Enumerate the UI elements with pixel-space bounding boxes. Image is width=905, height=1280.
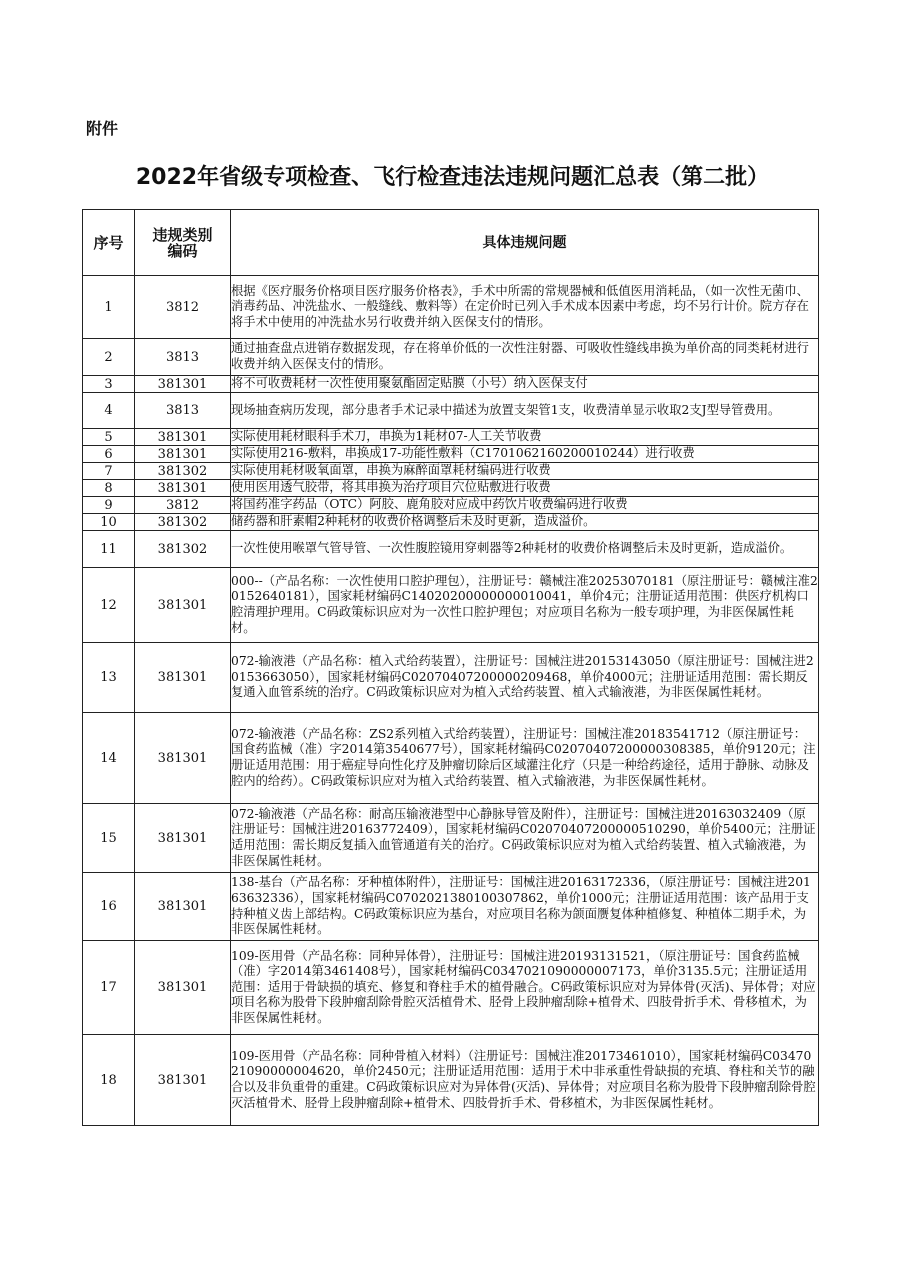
row-violation-code: 381301 [135,873,231,941]
row-issue-text: 072-输液港（产品名称：植入式给药装置），注册证号：国械注进20153143050（原注册证号：国械注进20153663050），国家耗材编码C02070407200000209468，单价4000元；注册证适用范围：需长期反复通入血管系统的治疗。C码政策标识应对为植入式给药装置、植入式输液港，为非医保属性耗材。 [231,654,814,700]
row-serial-number: 6 [83,446,135,463]
row-issue-text: 072-输液港（产品名称：耐高压输液港型中心静脉导管及附件），注册证号：国械注进20163032409（原注册证号：国械注进20163772409），国家耗材编码C02070407200000510290，单价5400元；注册证适用范围：需长期反复插入血管通道有关的治疗。C码政策标识应对为植入式给药装置、植入式输液港，为非医保属性耗材。 [231,806,816,868]
violations-table [82,209,819,1126]
row-issue-cell [231,339,819,376]
attachment-label: 附件 [86,119,119,138]
row-issue-cell [231,393,819,429]
table-row [83,1035,819,1126]
row-issue-cell [231,1035,819,1126]
row-issue-cell [231,643,819,713]
row-violation-code: 381301 [135,480,231,497]
row-serial-number: 2 [83,339,135,376]
row-issue-text: 实际使用216-敷料，串换成17-功能性敷料（C170106216020001024​4）进行收费 [231,446,695,461]
row-issue-cell [231,941,819,1035]
row-violation-code: 381301 [135,446,231,463]
row-issue-cell [231,873,819,941]
row-issue-cell [231,531,819,568]
row-serial-number: 8 [83,480,135,497]
row-issue-text: 将不可收费耗材一次性使用聚氨酯固定贴膜（小号）纳入医保支付 [231,376,588,391]
row-issue-cell [231,429,819,446]
row-violation-code: 381301 [135,941,231,1035]
row-violation-code: 3812 [135,497,231,514]
row-issue-text: 138-基台（产品名称：牙种植体附件），注册证号：国械注进20163172336，（原注册证号：国械注进20163632336），国家耗材编码C07020213801003078​62，单价1000元；注册证适用范围：该产品用于支持种植义齿上部结构。C码政策标识应为基台，对应项目名称为颌面赝复体种植修复、种植体二期手术，为非医保属性耗材。 [231,875,811,937]
header-violation-code-line1: 违规类别 [152,225,213,244]
table-row [83,804,819,873]
row-violation-code: 381302 [135,463,231,480]
row-violation-code: 381301 [135,568,231,643]
table-row [83,514,819,531]
row-issue-text: 072-输液港（产品名称：ZS2系列植入式给药装置），注册证号：国械注准20183541712（原注册证号：国食药监械（准）字2014第3540677号），国家耗材编码C02070407200000308385，单价9120元；注册证适用范围：用于癌症导向性化疗及肿瘤切除后区域灌注化疗（只是一种给药途径，适用于静脉、动脉及腔内的给药）。C码政策标识应对为植入式给药装置、植入式输液港，为非医保属性耗材。 [231,726,816,788]
header-specific-issue: 具体违规问题 [231,210,819,276]
row-violation-code: 381301 [135,1035,231,1126]
row-issue-text: 通过抽查盘点进销存数据发现，存在将单价低的一次性注射器、可吸收性缝线串换为单价高的同类耗材进行收费并纳入医保支付的情形。 [231,341,809,371]
row-issue-text: 将国药准字药品（OTC）阿胶、鹿角胶对应成中药饮片收费编码进行收费 [231,497,628,512]
row-issue-cell [231,497,819,514]
row-issue-cell [231,804,819,873]
table-row [83,429,819,446]
row-serial-number: 5 [83,429,135,446]
table-row [83,393,819,429]
table-row [83,643,819,713]
table-header-row [83,210,819,276]
table-row [83,713,819,804]
table-row [83,497,819,514]
row-violation-code: 381301 [135,376,231,393]
header-violation-code [135,210,231,276]
row-issue-cell [231,713,819,804]
row-violation-code: 381302 [135,531,231,568]
row-violation-code: 3812 [135,276,231,339]
row-issue-cell [231,276,819,339]
table-row [83,376,819,393]
row-issue-text: 根据《医疗服务价格项目医疗服务价格表》，手术中所需的常规器械和低值医用消耗品，（如一次性无菌巾、消毒药品、冲洗盐水、一般缝线、敷料等）在定价时已列入手术成本因素中考虑，均不另行计价。院方存在将手术中使用的冲洗盐水另行收费并纳入医保支付的情形。 [231,283,809,329]
row-issue-text: 储药器和肝素帽2种耗材的收费价格调整后未及时更新，造成溢价。 [231,514,596,529]
row-serial-number: 10 [83,514,135,531]
table-row [83,480,819,497]
header-serial-number: 序号 [83,210,135,276]
table-row [83,463,819,480]
table-row [83,276,819,339]
row-issue-text: 现场抽查病历发现，部分患者手术记录中描述为放置支架管1支，收费清单显示收取2支J型导管费用。 [231,402,781,417]
row-serial-number: 13 [83,643,135,713]
table-row [83,941,819,1035]
table-row [83,873,819,941]
row-serial-number: 1 [83,276,135,339]
row-issue-cell [231,514,819,531]
row-issue-text: 109-医用骨（产品名称：同种异体骨），注册证号：国械注进20193131521，（原注册证号：国食药监械（准）字2014第3461408号），国家耗材编码C03470210900000071​73，单价3135.5元；注册证适用范围：适用于骨缺损的填充、修复和脊柱手术的植骨融合。C码政策标识应对为异体骨(灭活)、异体骨；对应项目名称为股骨下段肿瘤刮除骨腔灭活植骨术、胫骨上段肿瘤刮除+植骨术、四肢骨折手术、骨移植术，为非医保属性耗材。 [231,948,816,1025]
header-violation-code-line2: 编码 [167,241,198,260]
row-issue-text: 使用医用透气胶带，将其串换为治疗项目穴位贴敷进行收费 [231,480,551,495]
row-issue-text: 实际使用耗材吸氧面罩，串换为麻醉面罩耗材编码进行收费 [231,463,551,478]
row-issue-cell [231,568,819,643]
row-violation-code: 381301 [135,643,231,713]
row-issue-text: 一次性使用喉罩气管导管、一次性腹腔镜用穿刺器等2种耗材的收费价格调整后未及时更新，造成溢价。 [231,541,793,556]
table-row [83,446,819,463]
row-violation-code: 381302 [135,514,231,531]
row-violation-code: 3813 [135,393,231,429]
table-row [83,531,819,568]
row-issue-text: 000--（产品名称：一次性使用口腔护理包），注册证号：赣械注准20253070181（原注册证号：赣械注准20152640181），国家耗材编码C14020200000000010041，单价4元；注册证适用范围：供医疗机构口腔清理护理用。C码政策标识应对为一次性口腔护理包；对应项目名称为一般专项护理，为非医保属性耗材。 [231,573,818,635]
row-serial-number: 11 [83,531,135,568]
row-issue-cell [231,480,819,497]
row-serial-number: 9 [83,497,135,514]
row-serial-number: 7 [83,463,135,480]
row-issue-text: 实际使用耗材眼科手术刀，串换为1耗材07-人工关节收费 [231,429,542,444]
row-issue-text: 109-医用骨（产品名称：同种骨植入材料）（注册证号：国械注准20173461010），国家耗材编码C03470210900000046​20，单价2450元；注册证适用范围：适用于术中非承重性骨缺损的充填、脊柱和关节的融合以及非负重骨的重建。C码政策标识应对为异体骨(灭活)、异体骨；对应项目名称为股骨下段肿瘤刮除骨腔灭活植骨术、胫骨上段肿瘤刮除+植骨术、四肢骨折手术、骨移植术，为非医保属性耗材。 [231,1048,816,1110]
row-serial-number: 17 [83,941,135,1035]
row-violation-code: 381301 [135,429,231,446]
row-violation-code: 381301 [135,713,231,804]
row-issue-cell [231,446,819,463]
table-row [83,568,819,643]
row-serial-number: 16 [83,873,135,941]
row-issue-cell [231,376,819,393]
row-serial-number: 14 [83,713,135,804]
table-row [83,339,819,376]
row-serial-number: 3 [83,376,135,393]
document-title: 2022年省级专项检查、飞行检查违法违规问题汇总表（第二批） [135,165,770,190]
row-issue-cell [231,463,819,480]
row-serial-number: 18 [83,1035,135,1126]
row-violation-code: 3813 [135,339,231,376]
row-violation-code: 381301 [135,804,231,873]
row-serial-number: 15 [83,804,135,873]
row-serial-number: 4 [83,393,135,429]
row-serial-number: 12 [83,568,135,643]
